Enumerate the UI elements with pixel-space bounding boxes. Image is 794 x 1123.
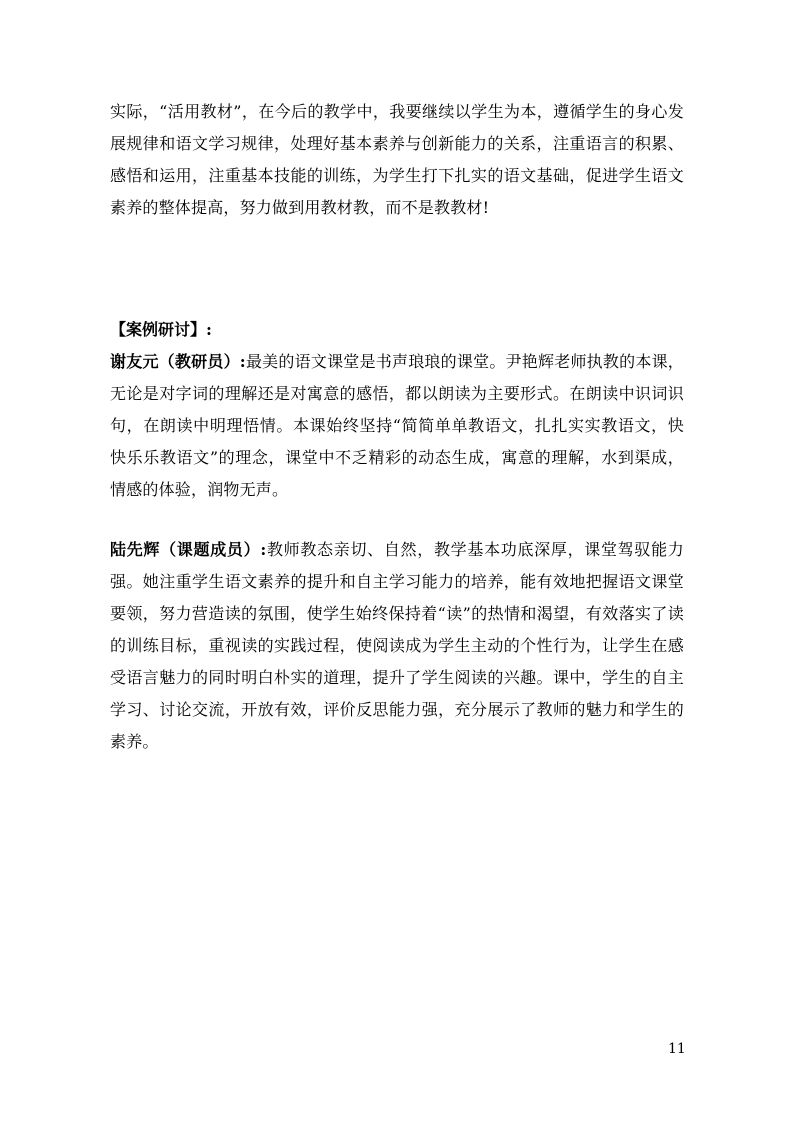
comment-paragraph-xie <box>110 346 684 506</box>
comment-paragraph-lu <box>110 534 684 758</box>
comment-text: 最美的语文课堂是书声琅琅的课堂。尹艳辉老师执教的本课，无论是对字词的理解还是对寓意的感悟，都以朗读为主要形式。在朗读中识词识句，在朗读中明理悟情。本课始终坚持“简简单单教语文，扎扎实实教语文，快快乐乐教语文”的理念，课堂中不乏精彩的动态生成，寓意的理解，水到渠成，情感的体验，润物无声。 <box>110 352 684 499</box>
comment-speaker: 谢友元（教研员）: <box>110 352 246 371</box>
intro-paragraph: 实际，“活用教材”，在今后的教学中，我要继续以学生为本，遵循学生的身心发展规律和语文学习规律，处理好基本素养与创新能力的关系，注重语言的积累、感悟和运用，注重基本技能的训练，为学生打下扎实的语文基础，促进学生语文素养的整体提高，努力做到用教材教，而不是教教材! <box>110 102 684 217</box>
section-heading: 【案例研讨】: <box>110 320 212 339</box>
comment-speaker: 陆先辉（课题成员）: <box>110 540 267 559</box>
comment-text: 教师教态亲切、自然，教学基本功底深厚，课堂驾驭能力强。她注重学生语文素养的提升和自主学习能力的培养，能有效地把握语文课堂要领，努力营造读的氛围，使学生始终保持着“读”的热情和渴望，有效落实了读的训练目标，重视读的实践过程，使阅读成为学生主动的个性行为，让学生在感受语言魅力的同时明白朴实的道理，提升了学生阅读的兴趣。课中，学生的自主学习、讨论交流，开放有效，评价反思能力强，充分展示了教师的魅力和学生的素养。 <box>110 540 684 751</box>
page-number: 11 <box>668 1041 686 1057</box>
